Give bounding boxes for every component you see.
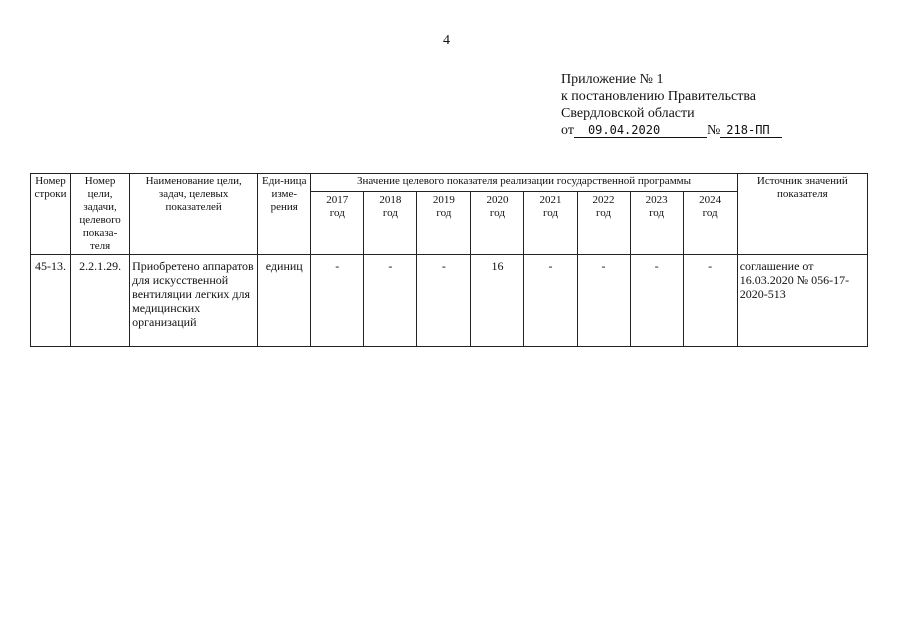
header-row-number: Номер строки	[31, 174, 71, 255]
header-source: Источник значений показателя	[737, 174, 867, 255]
header-year-2022	[577, 192, 630, 255]
year-label: 2020	[486, 194, 509, 207]
cell-value-2021: -	[524, 255, 577, 347]
cell-value-2024: -	[683, 255, 737, 347]
cell-value-2018: -	[364, 255, 417, 347]
cell-value-2019: -	[417, 255, 471, 347]
date-label: от	[561, 123, 574, 138]
year-label: 2022	[592, 194, 615, 207]
year-suffix: год	[382, 207, 398, 220]
cell-goal-number: 2.2.1.29.	[71, 255, 130, 347]
appendix-region: Свердловской области	[561, 106, 695, 121]
year-suffix: год	[702, 207, 718, 220]
year-suffix: год	[489, 207, 505, 220]
appendix-resolution: к постановлению Правительства	[561, 89, 757, 104]
cell-source: соглашение от 16.03.2020 № 056-17-2020-513	[737, 255, 867, 347]
appendix-block	[561, 71, 782, 139]
cell-row-number: 45-13.	[31, 255, 71, 347]
header-year-2024	[683, 192, 737, 255]
header-year-2020	[471, 192, 524, 255]
cell-value-2022: -	[577, 255, 630, 347]
appendix-date-number	[561, 122, 782, 139]
resolution-number: 218-ПП	[720, 124, 782, 138]
header-name: Наименование цели, задач, целевых показателей	[130, 174, 258, 255]
table-row	[31, 255, 868, 347]
header-year-2018	[364, 192, 417, 255]
appendix-title: Приложение № 1	[561, 72, 664, 87]
year-suffix: год	[649, 207, 665, 220]
header-year-2017	[311, 192, 364, 255]
indicators-table	[30, 173, 868, 347]
cell-name: Приобретено аппаратов для искусственной вентиляции легких для медицинских организаций	[130, 255, 258, 347]
header-year-2021	[524, 192, 577, 255]
header-year-2019	[417, 192, 471, 255]
year-suffix: год	[436, 207, 452, 220]
header-year-2023	[630, 192, 683, 255]
year-label: 2023	[645, 194, 668, 207]
year-label: 2017	[326, 194, 349, 207]
year-label: 2018	[379, 194, 402, 207]
year-suffix: год	[596, 207, 612, 220]
page-number: 4	[443, 33, 450, 48]
number-label: №	[706, 123, 721, 138]
header-value-group: Значение целевого показателя реализации государственной программы	[311, 174, 737, 192]
cell-value-2023: -	[630, 255, 683, 347]
header-unit: Еди-ница изме-рения	[258, 174, 311, 255]
year-label: 2024	[699, 194, 722, 207]
resolution-date: 09.04.2020	[574, 124, 707, 138]
header-goal-number: Номер цели, задачи, целевого показа-теля	[71, 174, 130, 255]
year-suffix: год	[542, 207, 558, 220]
year-suffix: год	[329, 207, 345, 220]
cell-value-2017: -	[311, 255, 364, 347]
year-label: 2021	[539, 194, 562, 207]
cell-value-2020: 16	[471, 255, 524, 347]
cell-unit: единиц	[258, 255, 311, 347]
year-label: 2019	[432, 194, 455, 207]
